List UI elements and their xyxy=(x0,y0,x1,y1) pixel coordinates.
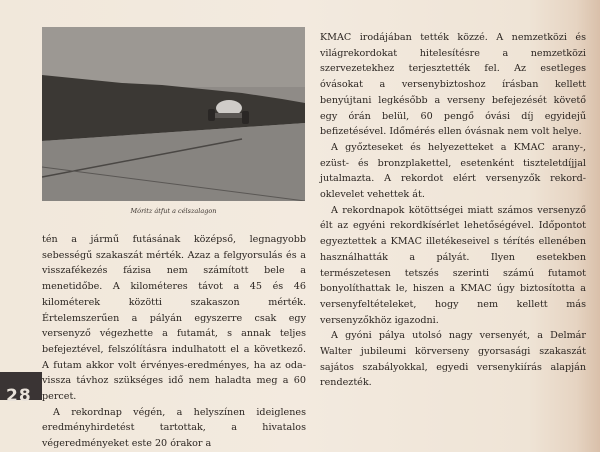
page-number: 28 xyxy=(6,386,32,406)
paragraph: A rekordnap végén, a helyszínen ideiglenes eredményhirdetést tartottak, a hivatalos végeredményeket este 20 órakor a xyxy=(42,406,306,450)
paragraph: A győzteseket és helyezetteket a KMAC arany-, ezüst- és bronzplakettel, esetenként tiszteletdíjjal jutalmazta. A rekordot elért versenyzők rekord-oklevelet vehettek át. xyxy=(320,141,586,201)
photo-caption: Móritz átfut a célszalagon xyxy=(130,207,217,215)
paragraph: tén a jármű futásának középső, legnagyobb sebességű szakaszát mérték. Azaz a felgyorsulás és a visszafékezés fázisa nem számított bele a menetidőbe. A kilométeres távot a 45 és 46 kilométerek közötti szakaszon mérték. Értelemszerűen a pályán egyszerre csak egy versenyző végezhette a futamát, s annak teljes befejeztével, felszólításra indulhatott el a következő. A futam akkor volt érvényes-eredményes, ha az oda-vissza távhoz szükséges idő nem haladta meg a 60 percet. xyxy=(42,234,306,403)
paragraph: A rekordnapok kötöttségei miatt számos versenyző élt az egyéni rekordkísérlet lehetőségével. Időpontot egyeztettek a KMAC illetékeseivel s térítés ellenében használhatták a pályát. Ilyen esetekben természetesen tetszés szerinti számú futamot bonyolíthattak le, hiszen a KMAC úgy biztosította a versenyfeltételeket, hogy nem kellett más versenyzőkhöz igazodni. xyxy=(320,204,586,326)
photo-illustration xyxy=(42,27,305,201)
right-column-text xyxy=(320,30,586,391)
race-car-photo xyxy=(42,27,305,201)
left-column-text xyxy=(42,232,306,452)
paragraph: KMAC irodájában tették közzé. A nemzetközi és világrekordokat hitelesítésre a nemzetközi szervezetekhez terjesztették fel. Az esetleges óvásokat a versenybiztoshoz írásban kellett benyújtani legkésőbb a verseny befejezését követő egy órán belül, 60 pengő óvási díj egyidejű befizetésével. Időmérés ellen óvásnak nem volt helye. xyxy=(320,32,586,138)
paragraph: A gyóni pálya utolsó nagy versenyét, a Delmár Walter jubileumi körverseny gyorsasági szakaszát sajátos szabályokkal, egyedi versenykiírás alapján rendezték. xyxy=(320,330,586,389)
